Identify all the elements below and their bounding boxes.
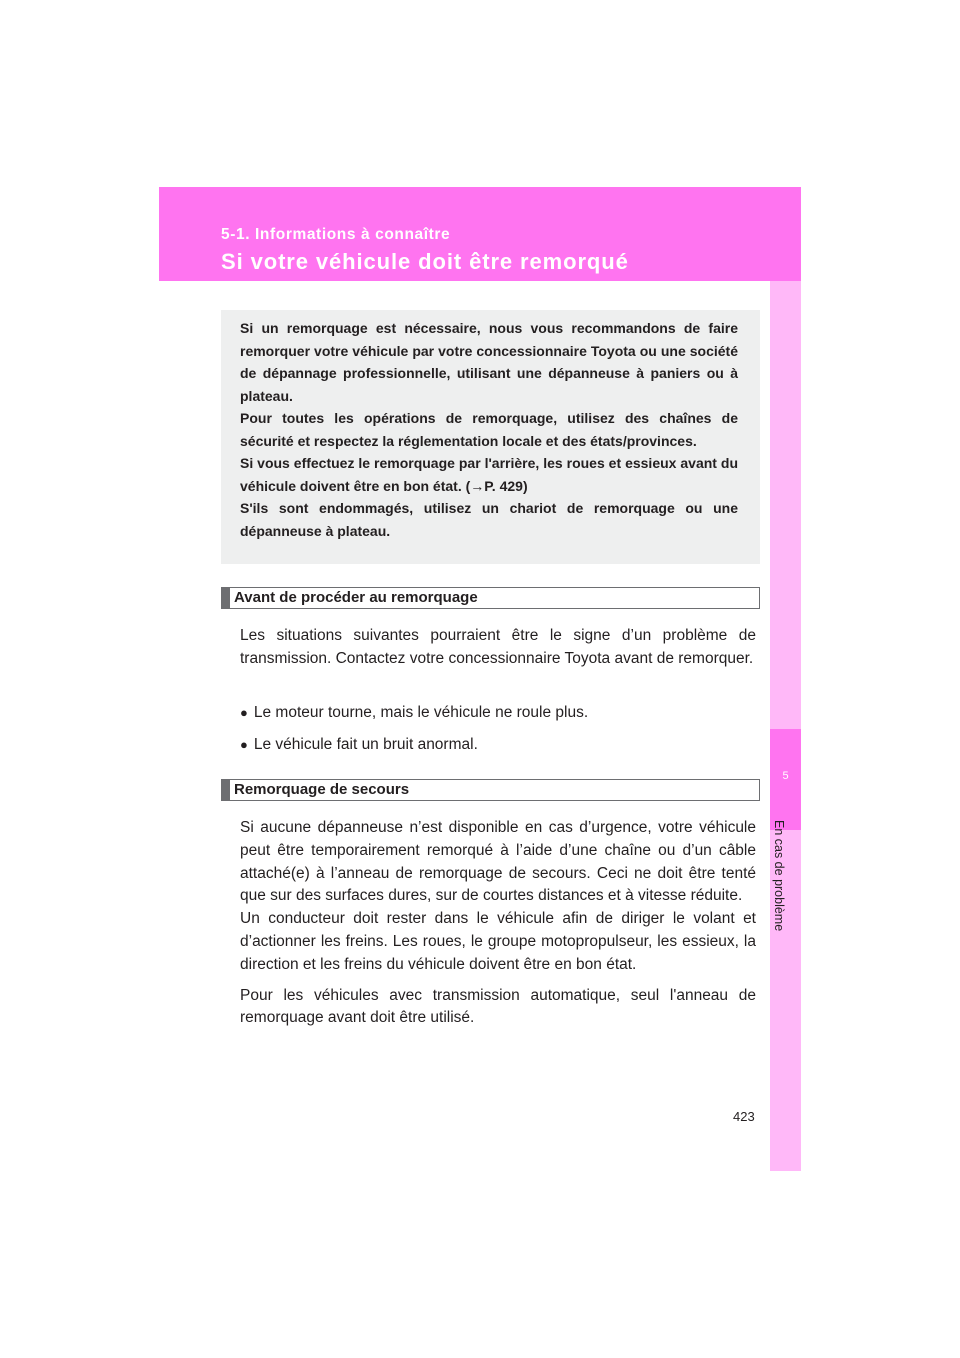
list-item	[240, 736, 478, 754]
chapter-side-tab	[770, 281, 801, 1171]
chapter-title: En cas de problème	[772, 820, 786, 932]
body-paragraph: Pour les véhicules avec transmission automatique, seul l'anneau de remorquage avant doit être utilisé.	[240, 986, 756, 1027]
section-intro	[240, 625, 756, 671]
summary-paragraph: Si un remorquage est nécessaire, nous vous recommandons de faire remorquer votre véhicule par votre concessionnaire Toyota ou une société de dépannage professionnelle, utilisant une dépanneuse à paniers ou à plateau.	[240, 320, 738, 404]
list-item	[240, 704, 588, 722]
section-body	[240, 817, 756, 1030]
section-heading: Avant de procéder au remorquage	[234, 589, 478, 606]
bullet-icon: ●	[240, 705, 248, 720]
page-title: Si votre véhicule doit être remorqué	[221, 249, 629, 274]
section-heading-bar	[221, 779, 760, 801]
section-label: 5-1. Informations à connaître	[221, 226, 451, 243]
list-item-text: Le véhicule fait un bruit anormal.	[253, 736, 478, 753]
body-paragraph: Si aucune dépanneuse n’est disponible en cas d’urgence, votre véhicule peut être temporairement remorqué à l’aide d’une chaîne ou d’un câble attaché(e) à l’anneau de remorquage de secours. Ceci ne doit être tenté que sur des surfaces dures, sur de courtes distances et à vitesse réduite.	[240, 819, 756, 905]
chapter-number: 5	[782, 770, 789, 782]
body-paragraph: Les situations suivantes pourraient être le signe d’un problème de transmission. Contactez votre concessionnaire Toyota avant de remorquer.	[240, 627, 756, 667]
summary-text	[240, 317, 738, 542]
list-item-text: Le moteur tourne, mais le véhicule ne roule plus.	[253, 704, 589, 721]
page-number: 423	[733, 1109, 755, 1124]
section-heading: Remorquage de secours	[234, 781, 410, 798]
summary-paragraph: Si vous effectuez le remorquage par l'arrière, les roues et essieux avant du véhicule doivent être en bon état. (→P. 429)	[240, 455, 738, 494]
heading-marker	[222, 588, 230, 608]
heading-marker	[222, 780, 230, 800]
body-paragraph: Un conducteur doit rester dans le véhicule afin de diriger le volant et d’actionner les freins. Les roues, le groupe motopropulseur, les essieux, la direction et les freins du véhicule doivent être en bon état.	[240, 910, 756, 973]
summary-paragraph: Pour toutes les opérations de remorquage, utilisez des chaînes de sécurité et respectez la réglementation locale et des états/provinces.	[240, 410, 738, 449]
bullet-icon: ●	[240, 737, 248, 752]
summary-paragraph: S'ils sont endommagés, utilisez un chariot de remorquage ou une dépanneuse à plateau.	[240, 500, 738, 539]
section-heading-bar	[221, 587, 760, 609]
